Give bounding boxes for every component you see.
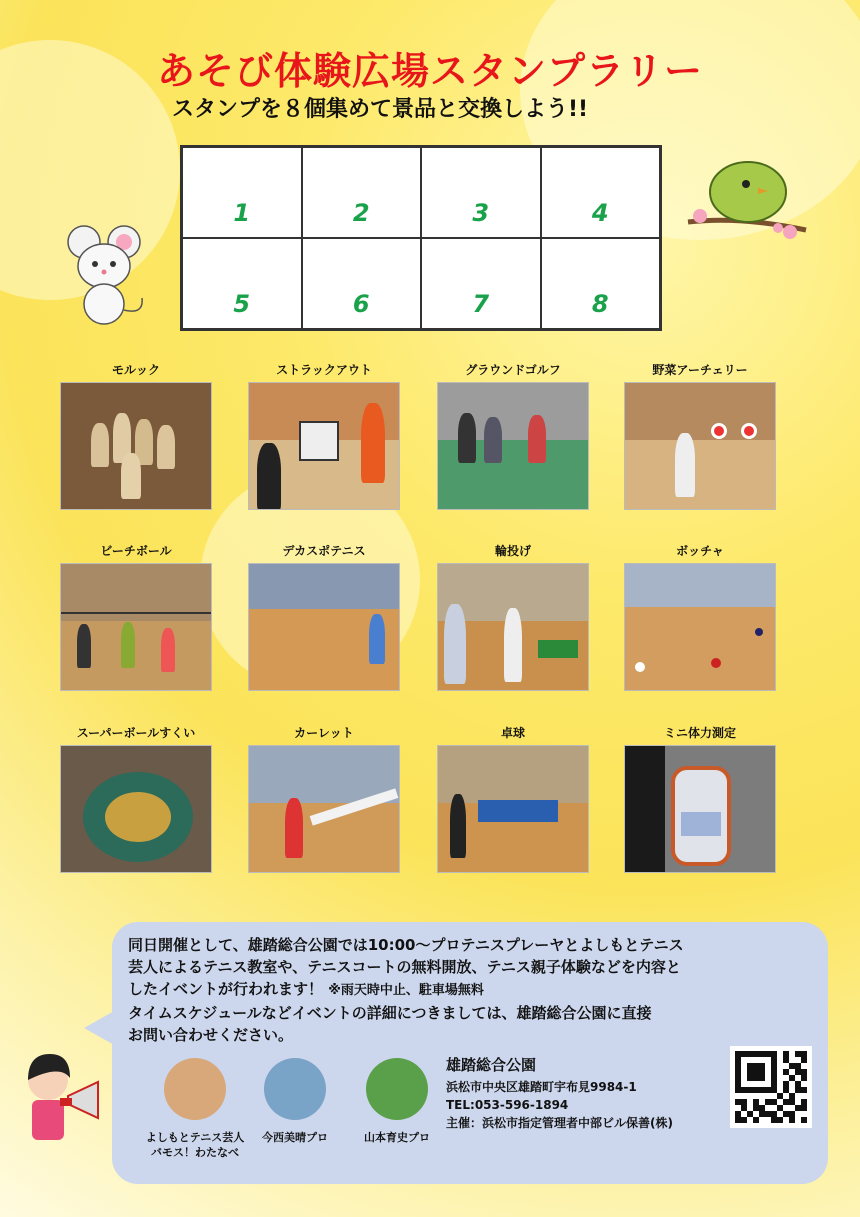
activity-label: スーパーボールすくい xyxy=(76,726,196,740)
qr-code-icon[interactable] xyxy=(730,1046,812,1128)
info-line xyxy=(128,978,818,1002)
stamp-card xyxy=(180,145,662,331)
info-text: したイベントが行われます！ xyxy=(128,980,324,998)
park-address: 浜松市中央区雄踏町宇布見9984-1 xyxy=(446,1080,637,1094)
stamp-number: 4 xyxy=(591,199,609,227)
activity-label: ストラックアウト xyxy=(276,363,372,377)
park-organizer: 主催：浜松市指定管理者中部ビル保善(株) xyxy=(446,1116,673,1130)
qr-pattern xyxy=(735,1051,807,1123)
megaphone-girl-icon xyxy=(18,1050,114,1146)
pro-photo-icon xyxy=(264,1058,326,1120)
molkky-photo-icon xyxy=(60,382,212,510)
activity-super-ball-scoop xyxy=(60,725,212,873)
stamp-box xyxy=(302,238,422,329)
vegetable-archery-photo-icon xyxy=(624,382,776,510)
stamp-box xyxy=(302,147,422,238)
ring-toss-photo-icon xyxy=(437,563,589,691)
stamp-box xyxy=(541,238,661,329)
stamp-box xyxy=(182,147,302,238)
curlet-photo-icon xyxy=(248,745,400,873)
mouse-illustration-icon xyxy=(62,220,152,330)
activity-label: カーレット xyxy=(294,726,354,740)
info-line: 芸人によるテニス教室や、テニスコートの無料開放、テニス親子体験などを内容と xyxy=(128,958,681,976)
activity-curlet xyxy=(248,725,400,873)
stamp-box xyxy=(421,147,541,238)
park-contact xyxy=(446,1078,673,1132)
rain-parking-note: ※雨天時中止、駐車場無料 xyxy=(328,983,484,998)
pro-name: よしもとテニス芸人 xyxy=(145,1131,245,1144)
park-name: 雄踏総合公園 xyxy=(446,1056,537,1074)
pro-profile xyxy=(250,1058,340,1145)
info-line: 同日開催として、雄踏総合公園では10:00～プロテニスプレーヤとよしもとテニス xyxy=(128,936,684,954)
park-tel: TEL:053-596-1894 xyxy=(446,1098,569,1112)
activity-label: モルック xyxy=(111,363,160,377)
activity-ring-toss xyxy=(437,543,589,691)
stamp-box xyxy=(182,238,302,329)
stamp-number: 8 xyxy=(591,290,609,318)
stamp-number: 5 xyxy=(233,290,251,318)
stamp-number: 6 xyxy=(352,290,370,318)
pro-name: 今西美晴プロ xyxy=(262,1131,328,1144)
stamp-box xyxy=(421,238,541,329)
activity-label: グラウンドゴルフ xyxy=(465,363,561,377)
activity-label: ビーチボール xyxy=(100,544,172,558)
pro-photo-icon xyxy=(164,1058,226,1120)
speech-bubble-tail xyxy=(84,1010,116,1046)
info-line: タイムスケジュールなどイベントの詳細につきましては、雄踏総合公園に直接 xyxy=(128,1004,652,1022)
activity-strike-out xyxy=(248,362,400,510)
activity-label: 輪投げ xyxy=(494,544,531,558)
stamp-number: 2 xyxy=(352,199,370,227)
activity-boccia xyxy=(624,543,776,691)
table-tennis-photo-icon xyxy=(437,745,589,873)
activity-label: ミニ体力測定 xyxy=(663,726,736,740)
pro-name: 山本育史プロ xyxy=(364,1131,430,1144)
activity-label: 野菜アーチェリー xyxy=(652,363,748,377)
deca-sports-tennis-photo-icon xyxy=(248,563,400,691)
stamp-number: 7 xyxy=(472,290,490,318)
pro-profile xyxy=(140,1058,250,1160)
info-line: お問い合わせください。 xyxy=(128,1026,294,1044)
activity-beach-ball xyxy=(60,543,212,691)
pro-name: バモス！わたなべ xyxy=(151,1146,239,1159)
activity-deca-sports-tennis xyxy=(248,543,400,691)
page-title: あそび体験広場スタンプラリー xyxy=(156,49,703,93)
activity-label: 卓球 xyxy=(500,726,525,740)
super-ball-scoop-photo-icon xyxy=(60,745,212,873)
activity-molkky xyxy=(60,362,212,510)
activity-label: デカスポテニス xyxy=(282,544,366,558)
activity-table-tennis xyxy=(437,725,589,873)
activity-vegetable-archery xyxy=(624,362,776,510)
fitness-test-photo-icon xyxy=(624,745,776,873)
activity-ground-golf xyxy=(437,362,589,510)
page-subtitle: スタンプを８個集めて景品と交換しよう!! xyxy=(172,97,589,122)
event-info-text xyxy=(128,934,818,1046)
stamp-box xyxy=(541,147,661,238)
activity-fitness-test xyxy=(624,725,776,873)
pro-photo-icon xyxy=(366,1058,428,1120)
stamp-number: 1 xyxy=(233,199,251,227)
stamp-number: 3 xyxy=(472,199,490,227)
bird-illustration-icon xyxy=(680,150,810,250)
beach-ball-photo-icon xyxy=(60,563,212,691)
pro-profile xyxy=(352,1058,442,1145)
boccia-photo-icon xyxy=(624,563,776,691)
strike-out-photo-icon xyxy=(248,382,400,510)
ground-golf-photo-icon xyxy=(437,382,589,510)
activity-label: ボッチャ xyxy=(676,544,724,558)
